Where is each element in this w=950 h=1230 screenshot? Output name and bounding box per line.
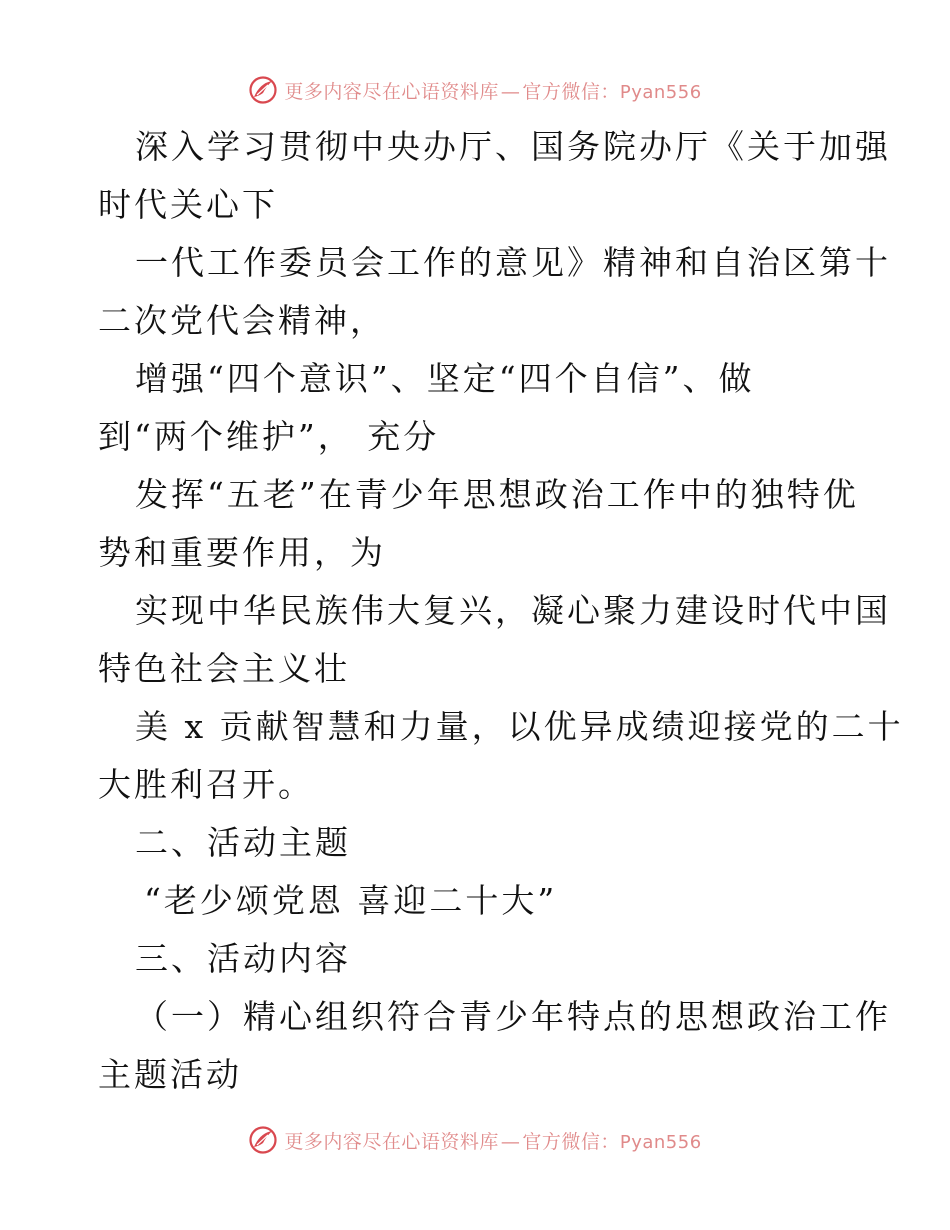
body-line: 一代工作委员会工作的意见》精神和自治区第十 xyxy=(135,243,891,282)
body-line: 增强“四个意识”、坚定“四个自信”、做 xyxy=(135,359,755,398)
quill-pen-logo-icon xyxy=(248,1125,278,1155)
section-heading: 三、活动内容 xyxy=(135,939,351,978)
body-line: 特色社会主义壮 xyxy=(98,649,350,688)
watermark-text: 更多内容尽在心语资料库 — 官方微信：Pyan556 xyxy=(284,80,702,103)
body-line: 二次党代会精神， xyxy=(98,301,386,340)
theme-quote: “老少颂党恩 喜迎二十大” xyxy=(144,881,558,920)
subsection-heading: （一）精心组织符合青少年特点的思想政治工作 xyxy=(135,997,891,1036)
body-line: 美 x 贡献智慧和力量，以优异成绩迎接党的二十 xyxy=(135,707,904,746)
section-heading: 二、活动主题 xyxy=(135,823,351,862)
body-line: 实现中华民族伟大复兴，凝心聚力建设时代中国 xyxy=(135,591,891,630)
body-line: 主题活动 xyxy=(98,1055,242,1094)
footer-watermark xyxy=(0,1120,950,1160)
body-line: 大胜利召开。 xyxy=(98,765,314,804)
document-body xyxy=(98,118,904,1104)
quill-pen-logo-icon xyxy=(248,75,278,105)
body-line: 发挥“五老”在青少年思想政治工作中的独特优 xyxy=(135,475,859,514)
body-line: 到“两个维护”， 充分 xyxy=(98,417,440,456)
header-watermark xyxy=(0,70,950,110)
body-line: 深入学习贯彻中央办厅、国务院办厅《关于加强 xyxy=(135,127,891,166)
body-line: 势和重要作用，为 xyxy=(98,533,386,572)
watermark-text: 更多内容尽在心语资料库 — 官方微信：Pyan556 xyxy=(284,1130,702,1153)
body-line: 时代关心下 xyxy=(98,185,278,224)
